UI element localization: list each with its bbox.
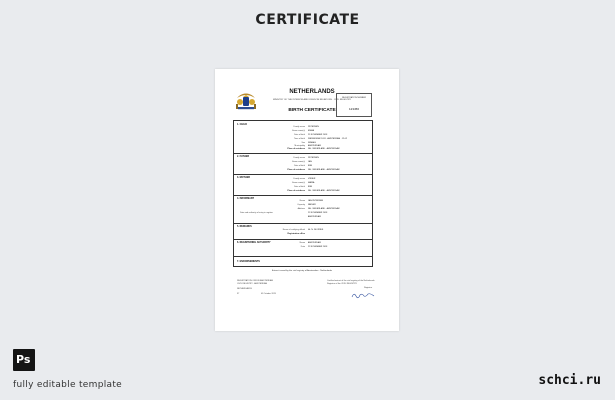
- section-child: [234, 121, 372, 154]
- section-title: 5. REMARKS: [237, 225, 252, 228]
- field-value: NH · NEDERLAND · AMSTERDAM: [308, 208, 340, 210]
- field-label: Date of birth: [294, 134, 305, 136]
- footer-right-line: Certified extract of the civil registry of the Netherlands: [327, 280, 375, 282]
- certificate-form: [233, 120, 373, 267]
- field-value: 21 NOVEMBER 2018: [308, 134, 328, 136]
- form-row: [234, 190, 372, 194]
- footer-left-line: REGISTRATION OFFICE AMSTERDAM: [237, 280, 273, 282]
- registration-number-box: [336, 93, 372, 117]
- section-title: 4. INFORMANT: [237, 197, 254, 200]
- footer-left-line: CIVIL REGISTRY · AMSTERDAM: [237, 283, 268, 285]
- section-informant: [234, 195, 372, 224]
- footer-place: NETHERLANDS: [237, 288, 252, 290]
- registration-number: 123456: [348, 107, 359, 111]
- field-label: Time of birth: [293, 138, 305, 140]
- country-name: NETHERLANDS: [289, 89, 335, 95]
- field-label: Family name: [293, 178, 305, 180]
- field-label: Municipality: [294, 145, 305, 147]
- field-label: Family name: [293, 126, 305, 128]
- form-row: [234, 169, 372, 173]
- field-label: Given name(s): [291, 161, 305, 163]
- field-label: Name: [299, 200, 305, 202]
- field-label: Place of residence: [287, 189, 305, 192]
- template-label: fully editable template: [13, 380, 122, 390]
- field-value: BSN: [308, 165, 313, 167]
- field-value: NH · NEDERLAND · AMSTERDAM: [308, 189, 340, 192]
- field-value: AMSTERDAM: [308, 242, 321, 244]
- field-label: Date of birth: [294, 186, 305, 188]
- form-row: [234, 148, 372, 152]
- field-value: WEDNESDAY 1031 · AMSTERDAM · 12:02: [308, 138, 347, 140]
- section-title: 7. ENDORSEMENTS: [237, 260, 260, 263]
- field-value: FATHER: [308, 204, 316, 206]
- footer-right-line: Registrar of the CIVIL REGISTRY: [327, 283, 357, 285]
- signature-icon: [351, 291, 375, 299]
- field-label: Date and authority of entry in register: [240, 212, 273, 214]
- field-label: Given name(s): [291, 130, 305, 132]
- ministry-line: MINISTRY OF THE INTERIOR AND KINGDOM RELATIONS · CIVIL REGISTRY: [272, 99, 352, 101]
- footer-number: 37: [237, 293, 240, 295]
- field-label: Place of residence: [287, 148, 305, 150]
- form-row: [234, 216, 372, 220]
- field-value: NH · NEDERLAND · AMSTERDAM: [308, 148, 340, 150]
- section-title: 2. FATHER: [237, 155, 250, 158]
- field-label: Sex: [301, 142, 305, 144]
- field-value: BSN: [308, 186, 313, 188]
- field-label: Date: [300, 246, 305, 248]
- document-title: BIRTH CERTIFICATE: [288, 108, 336, 113]
- section-registering-authority: [234, 239, 372, 257]
- field-value: 22 NOVEMBER 2018: [308, 212, 328, 214]
- section-title: 6. REGISTERING AUTHORITY: [237, 241, 271, 244]
- certificate-note: Extract issued by the civil registry of Amsterdam · Netherlands: [271, 270, 333, 272]
- field-value: AMSTERDAM: [308, 215, 321, 218]
- field-value: EMMA: [308, 130, 314, 132]
- page-heading: CERTIFICATE: [255, 12, 360, 28]
- form-row: [234, 246, 372, 250]
- footer-date: 03 October 2019: [261, 293, 276, 295]
- section-mother: [234, 174, 372, 196]
- registration-number-label: REGISTRATION NUMBER: [341, 97, 367, 99]
- field-label: Given name(s): [291, 182, 305, 184]
- field-label: Place of residence: [287, 168, 305, 171]
- section-title: 1. CHILD: [237, 123, 247, 126]
- field-label: Address: [297, 208, 305, 210]
- form-row: [234, 233, 372, 237]
- field-value: VISSER: [308, 178, 316, 180]
- footer-registrar: Registrar: [364, 287, 373, 289]
- coat-of-arms-icon: [235, 92, 257, 112]
- section-father: [234, 153, 372, 175]
- field-value: PETERSEN: [308, 157, 319, 159]
- field-value: NH · NEDERLAND · AMSTERDAM: [308, 168, 340, 171]
- field-value: AMSTERDAM: [308, 145, 321, 147]
- field-value: MARIA: [308, 182, 315, 184]
- section-endorsements: [234, 256, 372, 266]
- field-value: PETERSEN: [308, 126, 319, 128]
- photoshop-label: Ps: [16, 353, 31, 366]
- section-remarks: [234, 223, 372, 240]
- field-value: FEMALE: [308, 142, 317, 144]
- section-title: 3. MOTHER: [237, 176, 251, 179]
- field-value: Mr. N. DE VRIES: [308, 229, 324, 231]
- field-label: Registration office: [287, 233, 305, 235]
- field-label: Family name: [293, 157, 305, 159]
- photoshop-icon: [13, 349, 35, 371]
- field-value: JAN: [308, 161, 312, 163]
- field-value: 22 NOVEMBER 2018: [308, 246, 328, 248]
- field-label: Capacity: [297, 204, 305, 206]
- site-name[interactable]: schci.ru: [538, 373, 601, 388]
- field-label: Date of birth: [294, 165, 305, 167]
- field-label: Name: [299, 242, 305, 244]
- field-label: Name of certifying official: [282, 229, 305, 231]
- field-value: JAN PETERSEN: [308, 200, 324, 202]
- certificate-document: [215, 69, 399, 331]
